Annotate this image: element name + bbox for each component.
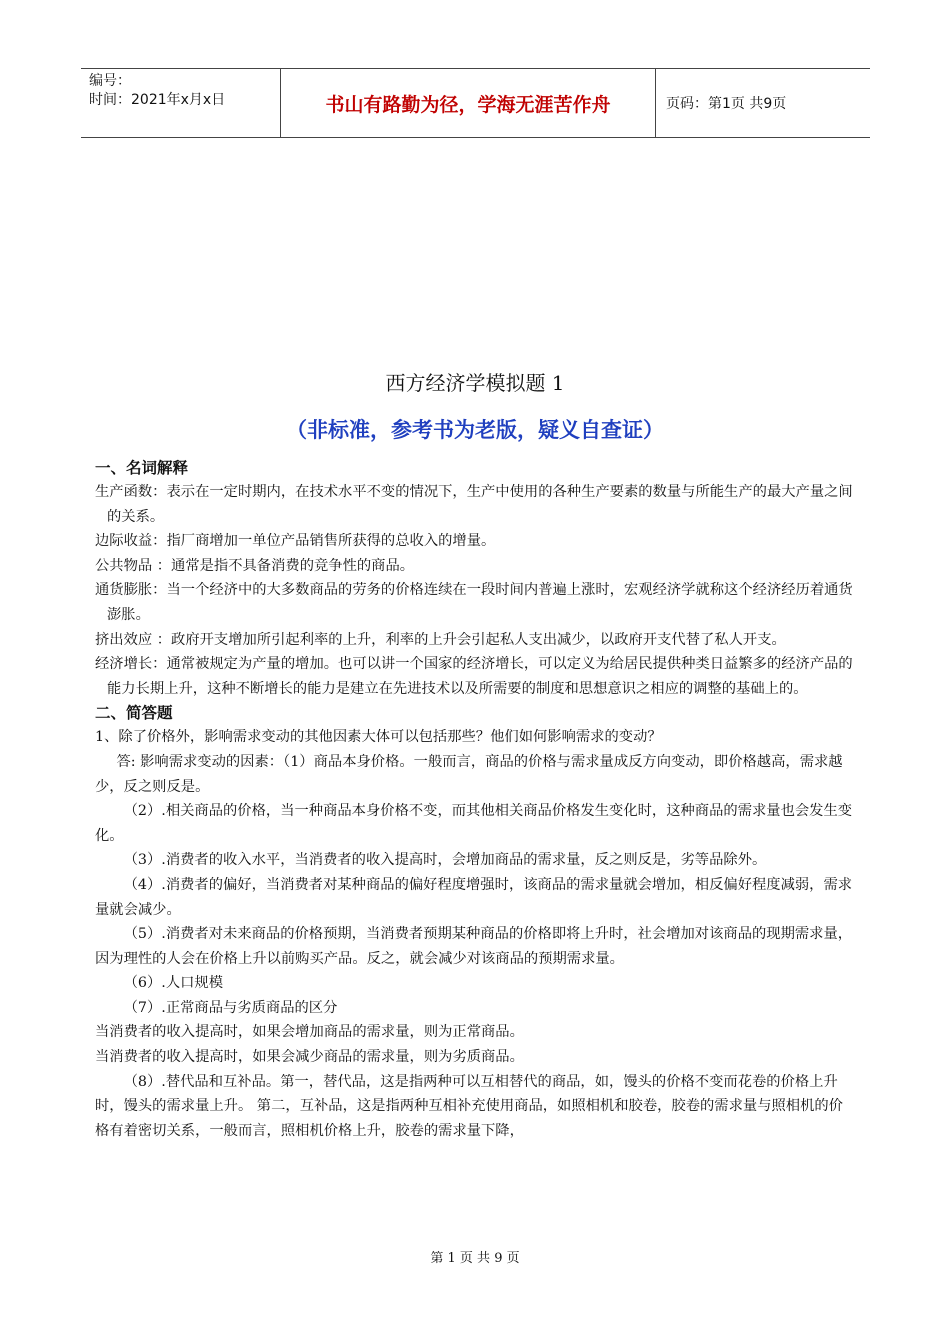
header-table	[81, 68, 870, 138]
document-subtitle: （非标准，参考书为老版，疑义自查证）	[286, 418, 664, 442]
answer-paragraph: 答: 影响需求变动的因素：（1）商品本身价格。一般而言，商品的价格与需求量成反方向变动，即价格越高，需求越少，反之则反是。	[95, 753, 843, 795]
answer-paragraph: （2）.相关商品的价格，当一种商品本身价格不变，而其他相关商品价格发生变化时，这种商品的需求量也会发生变化。	[95, 803, 853, 844]
term-definition: 经济增长：通常被规定为产量的增加。也可以讲一个国家的经济增长，可以定义为给居民提供种类日益繁多的经济产品的能力长期上升，这种不断增长的能力是建立在先进技术以及所需要的制度和思想意识之相应的调整的基础上的。	[95, 656, 853, 697]
answer-paragraph: （7）.正常商品与劣质商品的区分	[123, 999, 338, 1016]
term-definition: 边际收益：指厂商增加一单位产品销售所获得的总收入的增量。	[95, 533, 496, 550]
header-left-cell	[81, 69, 281, 137]
section-heading: 二、简答题	[95, 704, 173, 723]
document-body	[95, 456, 857, 1143]
section-heading: 一、名词解释	[95, 459, 189, 477]
term-definition: 生产函数：表示在一定时期内，在技术水平不变的情况下，生产中使用的各种生产要素的数量与所能生产的最大产量之间的关系。	[95, 484, 853, 525]
term-definition: 公共物品 ：通常是指不具备消费的竞争性的商品。	[95, 557, 415, 574]
term-definition: 通货膨胀：当一个经济中的大多数商品的劳务的价格连续在一段时间内普遍上涨时，宏观经济学就称这个经济经历着通货澎胀。	[95, 582, 853, 623]
document-title: 西方经济学模拟题 1	[385, 371, 565, 395]
answer-paragraph: （6）.人口规模	[123, 975, 224, 992]
number-label: 编号：	[89, 73, 131, 89]
answer-paragraph: （3）.消费者的收入水平，当消费者的收入提高时，会增加商品的需求量，反之则反是，劣等品除外。	[123, 852, 767, 869]
answer-paragraph: 当消费者的收入提高时，如果会减少商品的需求量，则为劣质商品。	[95, 1049, 524, 1066]
question: 1、除了价格外，影响需求变动的其他因素大体可以包括那些？他们如何影响需求的变动？	[95, 729, 662, 746]
motto: 书山有路勤为径，学海无涯苦作舟	[281, 69, 656, 137]
answer-paragraph: 当消费者的收入提高时，如果会增加商品的需求量，则为正常商品。	[95, 1024, 524, 1041]
time-label: 时间：2021年x月x日	[89, 92, 226, 108]
page-footer: 第 1 页 共 9 页	[430, 1251, 520, 1266]
answer-paragraph: （5）.消费者对未来商品的价格预期，当消费者预期某种商品的价格即将上升时，社会增加对该商品的现期需求量，因为理性的人会在价格上升以前购买产品。反之，就会减少对该商品的预期需求量。	[95, 926, 853, 967]
answer-paragraph: （8）.替代品和互补品。第一，替代品，这是指两种可以互相替代的商品，如，馒头的价格不变而花卷的价格上升时，馒头的需求量上升。 第二，互补品，这是指两种互相补充使用商品，如照相机和胶卷，胶卷的需求量与照相机的价格有着密切关系，一般而言，照相机价格上升，胶卷的需求量下降，	[95, 1073, 843, 1139]
term-definition: 挤出效应 ：政府开支增加所引起利率的上升，利率的上升会引起私人支出减少，以政府开支代替了私人开支。	[95, 631, 786, 648]
page-info: 页码：第1页 共9页	[666, 96, 787, 112]
answer-paragraph: （4）.消费者的偏好，当消费者对某种商品的偏好程度增强时，该商品的需求量就会增加，相反偏好程度减弱，需求量就会减少。	[95, 876, 853, 918]
